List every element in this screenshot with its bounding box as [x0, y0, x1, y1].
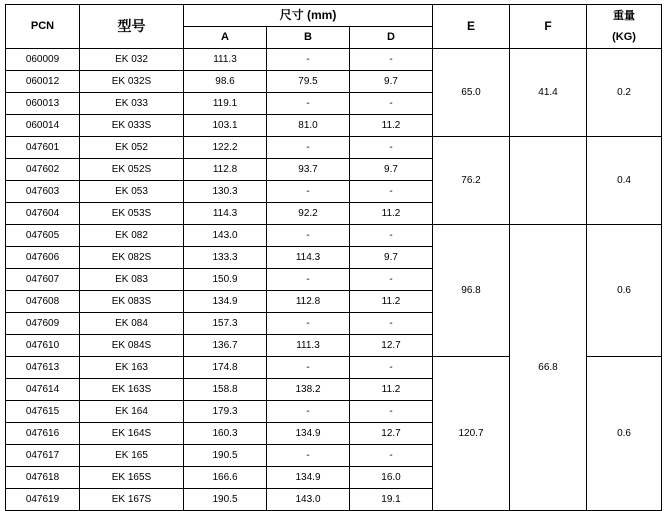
cell-a: 134.9	[184, 291, 267, 313]
header-weight	[587, 5, 662, 49]
cell-d: -	[350, 445, 433, 467]
cell-a: 143.0	[184, 225, 267, 247]
cell-b: -	[267, 181, 350, 203]
cell-pcn: 047606	[6, 247, 80, 269]
cell-pcn: 047617	[6, 445, 80, 467]
cell-model: EK 032	[80, 49, 184, 71]
cell-a: 166.6	[184, 467, 267, 489]
cell-a: 133.3	[184, 247, 267, 269]
cell-model: EK 033S	[80, 115, 184, 137]
cell-b: 93.7	[267, 159, 350, 181]
cell-b: -	[267, 137, 350, 159]
cell-d: -	[350, 269, 433, 291]
cell-model: EK 163S	[80, 379, 184, 401]
cell-d: -	[350, 225, 433, 247]
cell-a: 98.6	[184, 71, 267, 93]
spec-sheet	[0, 4, 666, 505]
cell-pcn: 047615	[6, 401, 80, 423]
cell-pcn: 047613	[6, 357, 80, 379]
cell-pcn: 047608	[6, 291, 80, 313]
cell-a: 119.1	[184, 93, 267, 115]
cell-b: -	[267, 445, 350, 467]
cell-pcn: 047602	[6, 159, 80, 181]
cell-pcn: 047601	[6, 137, 80, 159]
cell-pcn: 060012	[6, 71, 80, 93]
cell-e: 76.2	[433, 137, 510, 225]
cell-d: 16.0	[350, 467, 433, 489]
cell-a: 174.8	[184, 357, 267, 379]
cell-d: 19.1	[350, 489, 433, 511]
specification-table	[5, 4, 662, 511]
header-f: F	[510, 5, 587, 49]
cell-a: 130.3	[184, 181, 267, 203]
cell-model: EK 165S	[80, 467, 184, 489]
cell-b: 134.9	[267, 423, 350, 445]
cell-d: -	[350, 313, 433, 335]
cell-a: 157.3	[184, 313, 267, 335]
header-pcn: PCN	[6, 5, 80, 49]
cell-a: 122.2	[184, 137, 267, 159]
cell-model: EK 053S	[80, 203, 184, 225]
cell-a: 112.8	[184, 159, 267, 181]
cell-pcn: 047609	[6, 313, 80, 335]
header-weight-line2: (KG)	[612, 30, 636, 43]
cell-b: -	[267, 313, 350, 335]
cell-a: 160.3	[184, 423, 267, 445]
header-a: A	[184, 27, 267, 49]
cell-d: 11.2	[350, 203, 433, 225]
cell-weight: 0.4	[587, 137, 662, 225]
cell-f: 66.8	[510, 225, 587, 511]
cell-b: -	[267, 225, 350, 247]
cell-pcn: 047605	[6, 225, 80, 247]
cell-pcn: 060009	[6, 49, 80, 71]
cell-a: 190.5	[184, 445, 267, 467]
cell-weight: 0.6	[587, 357, 662, 511]
cell-d: 11.2	[350, 379, 433, 401]
cell-e: 65.0	[433, 49, 510, 137]
cell-model: EK 052S	[80, 159, 184, 181]
cell-model: EK 083S	[80, 291, 184, 313]
cell-f	[510, 137, 587, 225]
cell-d: -	[350, 401, 433, 423]
cell-b: 111.3	[267, 335, 350, 357]
cell-pcn: 047616	[6, 423, 80, 445]
cell-a: 136.7	[184, 335, 267, 357]
cell-pcn: 047610	[6, 335, 80, 357]
cell-e: 120.7	[433, 357, 510, 511]
cell-d: 9.7	[350, 71, 433, 93]
table-row	[6, 137, 662, 159]
table-row	[6, 49, 662, 71]
cell-d: -	[350, 357, 433, 379]
cell-model: EK 032S	[80, 71, 184, 93]
header-e: E	[433, 5, 510, 49]
cell-model: EK 084S	[80, 335, 184, 357]
cell-pcn: 047619	[6, 489, 80, 511]
cell-pcn: 047604	[6, 203, 80, 225]
cell-model: EK 165	[80, 445, 184, 467]
cell-pcn: 047607	[6, 269, 80, 291]
cell-d: 11.2	[350, 115, 433, 137]
cell-d: 12.7	[350, 335, 433, 357]
cell-b: -	[267, 401, 350, 423]
cell-d: 12.7	[350, 423, 433, 445]
cell-pcn: 060014	[6, 115, 80, 137]
cell-b: -	[267, 93, 350, 115]
cell-b: 134.9	[267, 467, 350, 489]
cell-e: 96.8	[433, 225, 510, 357]
cell-model: EK 164	[80, 401, 184, 423]
cell-model: EK 082S	[80, 247, 184, 269]
header-weight-line1: 重量	[613, 9, 636, 22]
cell-a: 114.3	[184, 203, 267, 225]
cell-a: 179.3	[184, 401, 267, 423]
cell-weight: 0.2	[587, 49, 662, 137]
cell-b: 79.5	[267, 71, 350, 93]
cell-d: 9.7	[350, 159, 433, 181]
cell-b: 92.2	[267, 203, 350, 225]
cell-model: EK 083	[80, 269, 184, 291]
header-dimensions: 尺寸 (mm)	[184, 5, 433, 27]
header-model: 型号	[80, 5, 184, 49]
cell-f: 41.4	[510, 49, 587, 137]
cell-d: 11.2	[350, 291, 433, 313]
cell-a: 103.1	[184, 115, 267, 137]
header-row-1	[6, 5, 662, 27]
cell-weight: 0.6	[587, 225, 662, 357]
cell-model: EK 052	[80, 137, 184, 159]
cell-model: EK 053	[80, 181, 184, 203]
cell-d: -	[350, 49, 433, 71]
cell-b: 138.2	[267, 379, 350, 401]
cell-model: EK 164S	[80, 423, 184, 445]
cell-a: 150.9	[184, 269, 267, 291]
cell-pcn: 047618	[6, 467, 80, 489]
cell-model: EK 084	[80, 313, 184, 335]
cell-b: 143.0	[267, 489, 350, 511]
cell-model: EK 082	[80, 225, 184, 247]
header-d: D	[350, 27, 433, 49]
table-header	[6, 5, 662, 49]
cell-a: 190.5	[184, 489, 267, 511]
cell-d: -	[350, 93, 433, 115]
cell-model: EK 163	[80, 357, 184, 379]
cell-b: -	[267, 269, 350, 291]
cell-b: 114.3	[267, 247, 350, 269]
header-b: B	[267, 27, 350, 49]
cell-d: 9.7	[350, 247, 433, 269]
table-row	[6, 225, 662, 247]
cell-d: -	[350, 181, 433, 203]
cell-model: EK 033	[80, 93, 184, 115]
cell-b: -	[267, 49, 350, 71]
cell-pcn: 047603	[6, 181, 80, 203]
cell-b: 81.0	[267, 115, 350, 137]
table-body	[6, 49, 662, 511]
cell-b: 112.8	[267, 291, 350, 313]
cell-pcn: 060013	[6, 93, 80, 115]
cell-a: 158.8	[184, 379, 267, 401]
cell-b: -	[267, 357, 350, 379]
cell-pcn: 047614	[6, 379, 80, 401]
cell-a: 111.3	[184, 49, 267, 71]
cell-model: EK 167S	[80, 489, 184, 511]
cell-d: -	[350, 137, 433, 159]
